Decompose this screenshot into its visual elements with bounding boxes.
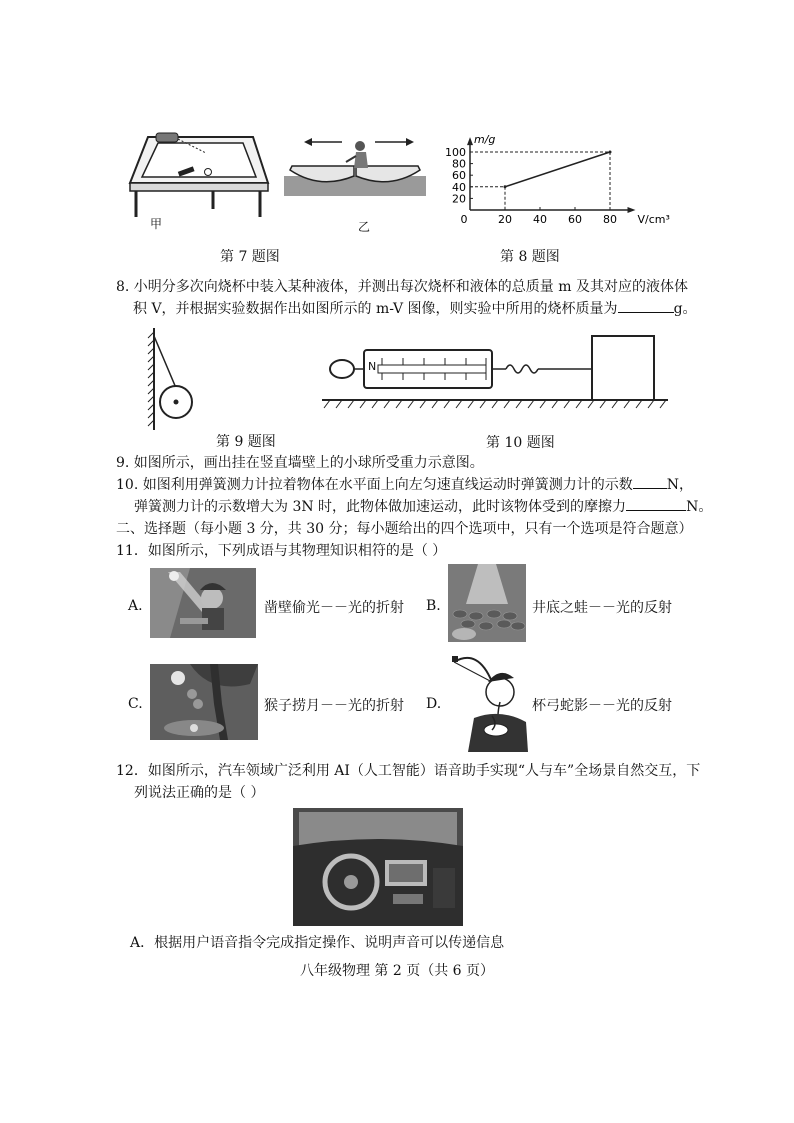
q11-option-c-image bbox=[150, 664, 258, 740]
section-2-heading: 二、选择题（每小题 3 分，共 30 分；每小题给出的四个选项中，只有一个选项是符合题意） bbox=[116, 521, 693, 537]
fig7-figure-a bbox=[118, 125, 268, 225]
q11-option-b-image bbox=[448, 564, 526, 642]
fig8-caption: 第 8 题图 bbox=[500, 249, 560, 265]
q10-unit-1: N， bbox=[666, 477, 693, 493]
q12-car-dashboard-image bbox=[293, 808, 463, 926]
x-axis-arrow bbox=[628, 207, 636, 213]
x-tick-label: 40 bbox=[533, 213, 547, 226]
q10-unit-2: N。 bbox=[686, 499, 713, 515]
fig7-label-a: 甲 bbox=[150, 217, 163, 231]
fig7-figure-b bbox=[280, 130, 430, 200]
q12-line-2: 列说法正确的是（ ） bbox=[134, 785, 265, 801]
x-tick-label: 80 bbox=[603, 213, 617, 226]
q11-option-c-letter[interactable]: C. bbox=[128, 696, 143, 712]
x-tick-label: 0 bbox=[460, 213, 468, 226]
q10-line-1 bbox=[116, 474, 693, 496]
q10-answer-blank-2[interactable] bbox=[626, 496, 686, 511]
y-tick-label: 20 bbox=[452, 192, 466, 206]
x-tick-label: 60 bbox=[568, 213, 582, 226]
q10-line-2 bbox=[134, 496, 712, 518]
q8-unit: g。 bbox=[673, 301, 697, 317]
fig9-figure bbox=[140, 326, 210, 432]
q11-option-a-letter[interactable]: A. bbox=[128, 598, 143, 614]
q10-text-1: 10. 如图利用弹簧测力计拉着物体在水平面上向左匀速直线运动时弹簧测力计的示数 bbox=[116, 477, 633, 493]
q8-line-1: 8. 小明分多次向烧杯中装入某种液体，并测出每次烧杯和液体的总质量 m 及其对应的液体体 bbox=[116, 279, 688, 295]
q11-option-d-image bbox=[448, 652, 528, 752]
y-tick-label: 60 bbox=[452, 169, 466, 183]
q11-option-a-text: 凿壁偷光－－光的折射 bbox=[264, 600, 404, 616]
q10-answer-blank-1[interactable] bbox=[633, 474, 667, 489]
data-point bbox=[609, 151, 612, 154]
y-tick-label: 100 bbox=[445, 146, 466, 159]
q9-text: 9. 如图所示，画出挂在竖直墙壁上的小球所受重力示意图。 bbox=[116, 455, 484, 471]
fig10-caption: 第 10 题图 bbox=[486, 435, 555, 451]
fig8-chart bbox=[432, 112, 670, 234]
q11-option-d-letter[interactable]: D. bbox=[426, 696, 442, 712]
spring-scale-letter: N bbox=[368, 360, 377, 373]
y-axis-label: m/g bbox=[474, 133, 496, 147]
q10-text-2: 弹簧测力计的示数增大为 3N 时，此物体做加速运动，此时该物体受到的摩擦力 bbox=[134, 499, 627, 515]
q11-option-a-image bbox=[150, 568, 256, 638]
q11-option-b-letter[interactable]: B. bbox=[426, 598, 441, 614]
series-line bbox=[505, 152, 610, 187]
q8-text: 积 V，并根据实验数据作出如图所示的 m-V 图像，则实验中所用的烧杯质量为 bbox=[133, 301, 618, 317]
data-point bbox=[504, 185, 507, 188]
q8-line-2 bbox=[133, 298, 697, 320]
q11-option-c-text: 猴子捞月－－光的折射 bbox=[264, 698, 404, 714]
x-axis-label: V/cm³ bbox=[637, 213, 670, 226]
q12-line-1: 12．如图所示，汽车领域广泛利用 AI（人工智能）语音助手实现“人与车”全场景自然交互，下 bbox=[116, 763, 701, 779]
y-axis-arrow bbox=[467, 137, 473, 145]
page-footer: 八年级物理 第 2 页（共 6 页） bbox=[299, 963, 495, 979]
y-tick-label: 40 bbox=[452, 180, 466, 194]
fig9-caption: 第 9 题图 bbox=[216, 434, 276, 450]
q11-option-b-text: 井底之蛙－－光的反射 bbox=[532, 600, 672, 616]
q8-answer-blank[interactable] bbox=[618, 298, 674, 313]
q11-option-d-text: 杯弓蛇影－－光的反射 bbox=[532, 698, 672, 714]
x-tick-label: 20 bbox=[498, 213, 512, 226]
fig7-caption: 第 7 题图 bbox=[220, 249, 280, 265]
q12-option-a[interactable]: A．根据用户语音指令完成指定操作、说明声音可以传递信息 bbox=[130, 935, 505, 951]
q11-stem: 11．如图所示，下列成语与其物理知识相符的是（ ） bbox=[116, 543, 447, 559]
fig7-label-b: 乙 bbox=[358, 220, 371, 234]
y-tick-label: 80 bbox=[452, 157, 466, 171]
